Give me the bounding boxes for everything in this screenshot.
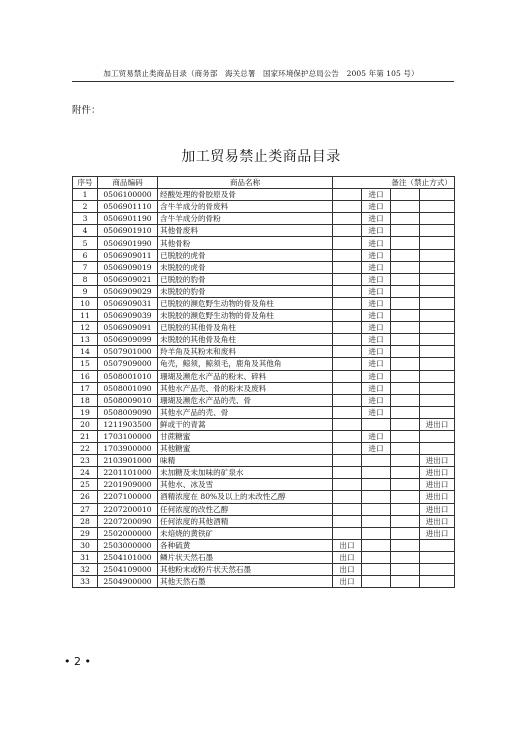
- table-row: [73, 443, 455, 455]
- table-row: [73, 515, 455, 527]
- commodity-name: 任何浓度的其他酒精: [158, 515, 333, 527]
- note-blank: [391, 503, 420, 515]
- row-number: 3: [73, 213, 98, 225]
- note-import-export: 进出口: [420, 467, 455, 479]
- note-import: 进口: [362, 261, 391, 273]
- table-row: [73, 394, 455, 406]
- note-import-export: [420, 249, 455, 261]
- commodity-code: 2201101000: [98, 467, 158, 479]
- note-import-export: [420, 334, 455, 346]
- note-import-export: [420, 237, 455, 249]
- table-row: [73, 503, 455, 515]
- note-import: 进口: [362, 443, 391, 455]
- note-blank: [391, 334, 420, 346]
- note-import-export: [420, 382, 455, 394]
- commodity-name: 龟壳，鲸须，鲸须毛，鹿角及其他角: [158, 358, 333, 370]
- table-row: [73, 455, 455, 467]
- commodity-name: 已脱胶的豹骨: [158, 273, 333, 285]
- commodity-code: 0506901910: [98, 225, 158, 237]
- note-import: 进口: [362, 334, 391, 346]
- row-number: 33: [73, 576, 98, 588]
- commodity-name: 酒精浓度在 80%及以上的未改性乙醇: [158, 491, 333, 503]
- note-blank: [391, 430, 420, 442]
- row-number: 4: [73, 225, 98, 237]
- commodity-code: 0506909031: [98, 297, 158, 309]
- row-number: 15: [73, 358, 98, 370]
- row-number: 23: [73, 455, 98, 467]
- note-import: [362, 491, 391, 503]
- commodity-name: 鳞片状天然石墨: [158, 551, 333, 563]
- row-number: 2: [73, 201, 98, 213]
- table-row: [73, 334, 455, 346]
- note-export: [333, 237, 362, 249]
- table-row: [73, 346, 455, 358]
- commodity-name: 未脱胶的豹骨: [158, 285, 333, 297]
- row-number: 25: [73, 479, 98, 491]
- note-import-export: [420, 189, 455, 201]
- row-number: 16: [73, 370, 98, 382]
- note-import-export: [420, 406, 455, 418]
- note-export: [333, 322, 362, 334]
- commodity-name: 含牛羊成分的骨粉: [158, 213, 333, 225]
- commodity-code: 1211903500: [98, 418, 158, 430]
- commodity-name: 未脱胶的其他骨及角柱: [158, 334, 333, 346]
- note-import: [362, 539, 391, 551]
- note-export: [333, 310, 362, 322]
- commodity-code: 2504109000: [98, 564, 158, 576]
- commodity-code: 1703100000: [98, 430, 158, 442]
- note-blank: [391, 358, 420, 370]
- commodity-code: 0506901110: [98, 201, 158, 213]
- note-import: [362, 418, 391, 430]
- note-blank: [391, 576, 420, 588]
- note-blank: [391, 225, 420, 237]
- note-export: 出口: [333, 539, 362, 551]
- row-number: 11: [73, 310, 98, 322]
- note-export: [333, 213, 362, 225]
- commodity-code: 2502000000: [98, 527, 158, 539]
- note-blank: [391, 213, 420, 225]
- note-import-export: [420, 443, 455, 455]
- note-import-export: [420, 394, 455, 406]
- commodity-code: 0506909099: [98, 334, 158, 346]
- note-import: 进口: [362, 189, 391, 201]
- commodity-code: 0506901990: [98, 237, 158, 249]
- table-row: [73, 406, 455, 418]
- commodity-code: 0506901190: [98, 213, 158, 225]
- note-export: [333, 249, 362, 261]
- commodity-name: 味精: [158, 455, 333, 467]
- table-row: [73, 479, 455, 491]
- table-body: [73, 189, 455, 588]
- note-export: [333, 503, 362, 515]
- note-export: [333, 334, 362, 346]
- note-blank: [391, 539, 420, 551]
- note-blank: [391, 273, 420, 285]
- commodity-name: 鲜或干的青蒿: [158, 418, 333, 430]
- note-import: 进口: [362, 273, 391, 285]
- table-row: [73, 261, 455, 273]
- note-import: 进口: [362, 322, 391, 334]
- commodity-code: 2103901000: [98, 455, 158, 467]
- note-blank: [391, 310, 420, 322]
- note-blank: [391, 443, 420, 455]
- commodity-name: 其他糖蜜: [158, 443, 333, 455]
- commodity-name: 其他水、冰及雪: [158, 479, 333, 491]
- row-number: 19: [73, 406, 98, 418]
- note-import-export: 进出口: [420, 503, 455, 515]
- commodity-code: 2504900000: [98, 576, 158, 588]
- note-import: [362, 551, 391, 563]
- note-import-export: 进出口: [420, 418, 455, 430]
- note-import: [362, 576, 391, 588]
- commodity-name: 其他水产品壳、骨的粉末及废料: [158, 382, 333, 394]
- note-import: 进口: [362, 370, 391, 382]
- note-import-export: [420, 539, 455, 551]
- note-blank: [391, 189, 420, 201]
- table-row: [73, 576, 455, 588]
- note-import: 进口: [362, 406, 391, 418]
- note-import-export: [420, 358, 455, 370]
- note-import: 进口: [362, 201, 391, 213]
- note-import: [362, 515, 391, 527]
- note-blank: [391, 249, 420, 261]
- note-export: 出口: [333, 551, 362, 563]
- commodity-code: 0508009090: [98, 406, 158, 418]
- commodity-code: 2503000000: [98, 539, 158, 551]
- note-export: [333, 261, 362, 273]
- note-import: [362, 503, 391, 515]
- table-row: [73, 527, 455, 539]
- note-export: [333, 455, 362, 467]
- note-export: [333, 430, 362, 442]
- note-blank: [391, 527, 420, 539]
- row-number: 8: [73, 273, 98, 285]
- note-import-export: [420, 346, 455, 358]
- note-export: [333, 285, 362, 297]
- note-import-export: [420, 261, 455, 273]
- row-number: 13: [73, 334, 98, 346]
- commodity-name: 已脱胶的虎骨: [158, 249, 333, 261]
- note-blank: [391, 394, 420, 406]
- table-row: [73, 273, 455, 285]
- note-import: [362, 564, 391, 576]
- table-row: [73, 491, 455, 503]
- table-row: [73, 467, 455, 479]
- table-row: [73, 237, 455, 249]
- note-blank: [391, 406, 420, 418]
- table-row: [73, 322, 455, 334]
- note-import: 进口: [362, 394, 391, 406]
- note-import: 进口: [362, 225, 391, 237]
- table-row: [73, 430, 455, 442]
- commodity-code: 0506909019: [98, 261, 158, 273]
- note-export: [333, 479, 362, 491]
- note-export: [333, 394, 362, 406]
- note-blank: [391, 297, 420, 309]
- table-row: [73, 189, 455, 201]
- header-note: 备注（禁止方式）: [333, 177, 455, 189]
- running-header: 加工贸易禁止类商品目录（商务部 海关总署 国家环境保护总局公告 2005 年第 105 号）: [103, 69, 419, 78]
- note-blank: [391, 418, 420, 430]
- note-export: [333, 297, 362, 309]
- commodity-name: 未焙烧的黄铁矿: [158, 527, 333, 539]
- note-import: [362, 527, 391, 539]
- commodity-name: 羚羊角及其粉末和废料: [158, 346, 333, 358]
- note-export: [333, 515, 362, 527]
- note-import: 进口: [362, 237, 391, 249]
- note-export: [333, 527, 362, 539]
- note-blank: [391, 564, 420, 576]
- note-blank: [391, 285, 420, 297]
- commodity-code: 2207200090: [98, 515, 158, 527]
- commodity-name: 珊瑚及濒危水产品的壳、骨: [158, 394, 333, 406]
- row-number: 26: [73, 491, 98, 503]
- note-import: [362, 467, 391, 479]
- note-blank: [391, 467, 420, 479]
- note-blank: [391, 346, 420, 358]
- table-row: [73, 225, 455, 237]
- commodity-code: 0506909091: [98, 322, 158, 334]
- note-import-export: [420, 551, 455, 563]
- document-title: 加工贸易禁止类商品目录: [181, 149, 341, 165]
- note-import: 进口: [362, 213, 391, 225]
- header-divider: [72, 81, 454, 82]
- commodity-code: 2504101000: [98, 551, 158, 563]
- commodity-code: 0508001010: [98, 370, 158, 382]
- commodity-code: 0507909000: [98, 358, 158, 370]
- note-export: [333, 370, 362, 382]
- row-number: 27: [73, 503, 98, 515]
- note-import-export: [420, 225, 455, 237]
- header-name: 商品名称: [158, 177, 333, 189]
- row-number: 1: [73, 189, 98, 201]
- commodity-name: 珊瑚及濒危水产品的粉末、碎料: [158, 370, 333, 382]
- commodity-name: 其他水产品的壳、骨: [158, 406, 333, 418]
- commodity-name: 经酸处理的骨胶原及骨: [158, 189, 333, 201]
- row-number: 9: [73, 285, 98, 297]
- table-row: [73, 370, 455, 382]
- note-import: 进口: [362, 249, 391, 261]
- commodity-name: 任何浓度的改性乙醇: [158, 503, 333, 515]
- note-blank: [391, 237, 420, 249]
- note-blank: [391, 322, 420, 334]
- note-blank: [391, 491, 420, 503]
- note-import-export: [420, 285, 455, 297]
- note-import: 进口: [362, 430, 391, 442]
- commodity-code: 0507901000: [98, 346, 158, 358]
- commodity-name: 甘蔗糖蜜: [158, 430, 333, 442]
- note-import-export: 进出口: [420, 455, 455, 467]
- note-blank: [391, 551, 420, 563]
- note-export: [333, 491, 362, 503]
- commodity-code: 0506909029: [98, 285, 158, 297]
- row-number: 28: [73, 515, 98, 527]
- row-number: 22: [73, 443, 98, 455]
- table-row: [73, 310, 455, 322]
- note-blank: [391, 382, 420, 394]
- row-number: 31: [73, 551, 98, 563]
- note-import-export: [420, 297, 455, 309]
- table-row: [73, 213, 455, 225]
- note-import-export: [420, 370, 455, 382]
- note-import: [362, 455, 391, 467]
- note-export: [333, 467, 362, 479]
- note-import-export: [420, 201, 455, 213]
- note-blank: [391, 370, 420, 382]
- commodity-name: 其他骨粉: [158, 237, 333, 249]
- note-export: [333, 443, 362, 455]
- note-import-export: [420, 576, 455, 588]
- note-export: [333, 225, 362, 237]
- commodity-name: 未脱胶的虎骨: [158, 261, 333, 273]
- row-number: 18: [73, 394, 98, 406]
- note-import: [362, 479, 391, 491]
- note-import-export: [420, 213, 455, 225]
- note-blank: [391, 515, 420, 527]
- note-blank: [391, 455, 420, 467]
- commodity-name: 其他骨废料: [158, 225, 333, 237]
- row-number: 6: [73, 249, 98, 261]
- note-export: [333, 418, 362, 430]
- note-export: [333, 346, 362, 358]
- row-number: 24: [73, 467, 98, 479]
- note-export: [333, 358, 362, 370]
- note-import-export: 进出口: [420, 491, 455, 503]
- note-import: 进口: [362, 310, 391, 322]
- commodity-code: 2201909000: [98, 479, 158, 491]
- commodity-name: 各种硫黄: [158, 539, 333, 551]
- commodity-code: 2207100000: [98, 491, 158, 503]
- note-export: [333, 189, 362, 201]
- note-import-export: [420, 310, 455, 322]
- note-blank: [391, 261, 420, 273]
- table-row: [73, 418, 455, 430]
- row-number: 12: [73, 322, 98, 334]
- note-export: [333, 406, 362, 418]
- table-row: [73, 551, 455, 563]
- commodity-code: 0506909021: [98, 273, 158, 285]
- row-number: 17: [73, 382, 98, 394]
- header-no: 序号: [73, 177, 98, 189]
- note-import: 进口: [362, 346, 391, 358]
- page-number: • 2 •: [64, 655, 91, 668]
- note-import-export: 进出口: [420, 515, 455, 527]
- commodity-name: 未脱胶的濒危野生动物的骨及角柱: [158, 310, 333, 322]
- note-import: 进口: [362, 285, 391, 297]
- commodity-code: 0506909011: [98, 249, 158, 261]
- row-number: 20: [73, 418, 98, 430]
- table-row: [73, 297, 455, 309]
- row-number: 10: [73, 297, 98, 309]
- note-import-export: [420, 564, 455, 576]
- note-export: 出口: [333, 564, 362, 576]
- note-import-export: [420, 322, 455, 334]
- table-row: [73, 249, 455, 261]
- attachment-label: 附件：: [72, 105, 101, 116]
- table-row: [73, 201, 455, 213]
- commodity-code: 0508009010: [98, 394, 158, 406]
- note-import-export: [420, 273, 455, 285]
- row-number: 14: [73, 346, 98, 358]
- header-code: 商品编码: [98, 177, 158, 189]
- commodity-code: 0506909039: [98, 310, 158, 322]
- table-row: [73, 358, 455, 370]
- note-blank: [391, 201, 420, 213]
- note-export: [333, 382, 362, 394]
- row-number: 5: [73, 237, 98, 249]
- commodity-code: 0508001090: [98, 382, 158, 394]
- table-header-row: [73, 177, 455, 189]
- row-number: 21: [73, 430, 98, 442]
- note-export: 出口: [333, 576, 362, 588]
- commodity-name: 未加糖及未加味的矿泉水: [158, 467, 333, 479]
- note-import: 进口: [362, 382, 391, 394]
- table-row: [73, 564, 455, 576]
- note-import: 进口: [362, 358, 391, 370]
- note-import-export: 进出口: [420, 527, 455, 539]
- row-number: 7: [73, 261, 98, 273]
- commodity-code: 0506100000: [98, 189, 158, 201]
- table-row: [73, 539, 455, 551]
- row-number: 29: [73, 527, 98, 539]
- note-blank: [391, 479, 420, 491]
- table-row: [73, 382, 455, 394]
- commodity-name: 其他天然石墨: [158, 576, 333, 588]
- prohibited-goods-table: [72, 176, 455, 588]
- row-number: 30: [73, 539, 98, 551]
- commodity-name: 含牛羊成分的骨废料: [158, 201, 333, 213]
- table-row: [73, 285, 455, 297]
- note-import-export: [420, 430, 455, 442]
- commodity-name: 其他粉末或粉片状天然石墨: [158, 564, 333, 576]
- commodity-code: 2207200010: [98, 503, 158, 515]
- note-import: 进口: [362, 297, 391, 309]
- note-export: [333, 273, 362, 285]
- commodity-code: 1703900000: [98, 443, 158, 455]
- note-export: [333, 201, 362, 213]
- commodity-name: 已脱胶的濒危野生动物的骨及角柱: [158, 297, 333, 309]
- note-import-export: 进出口: [420, 479, 455, 491]
- row-number: 32: [73, 564, 98, 576]
- commodity-name: 已脱胶的其他骨及角柱: [158, 322, 333, 334]
